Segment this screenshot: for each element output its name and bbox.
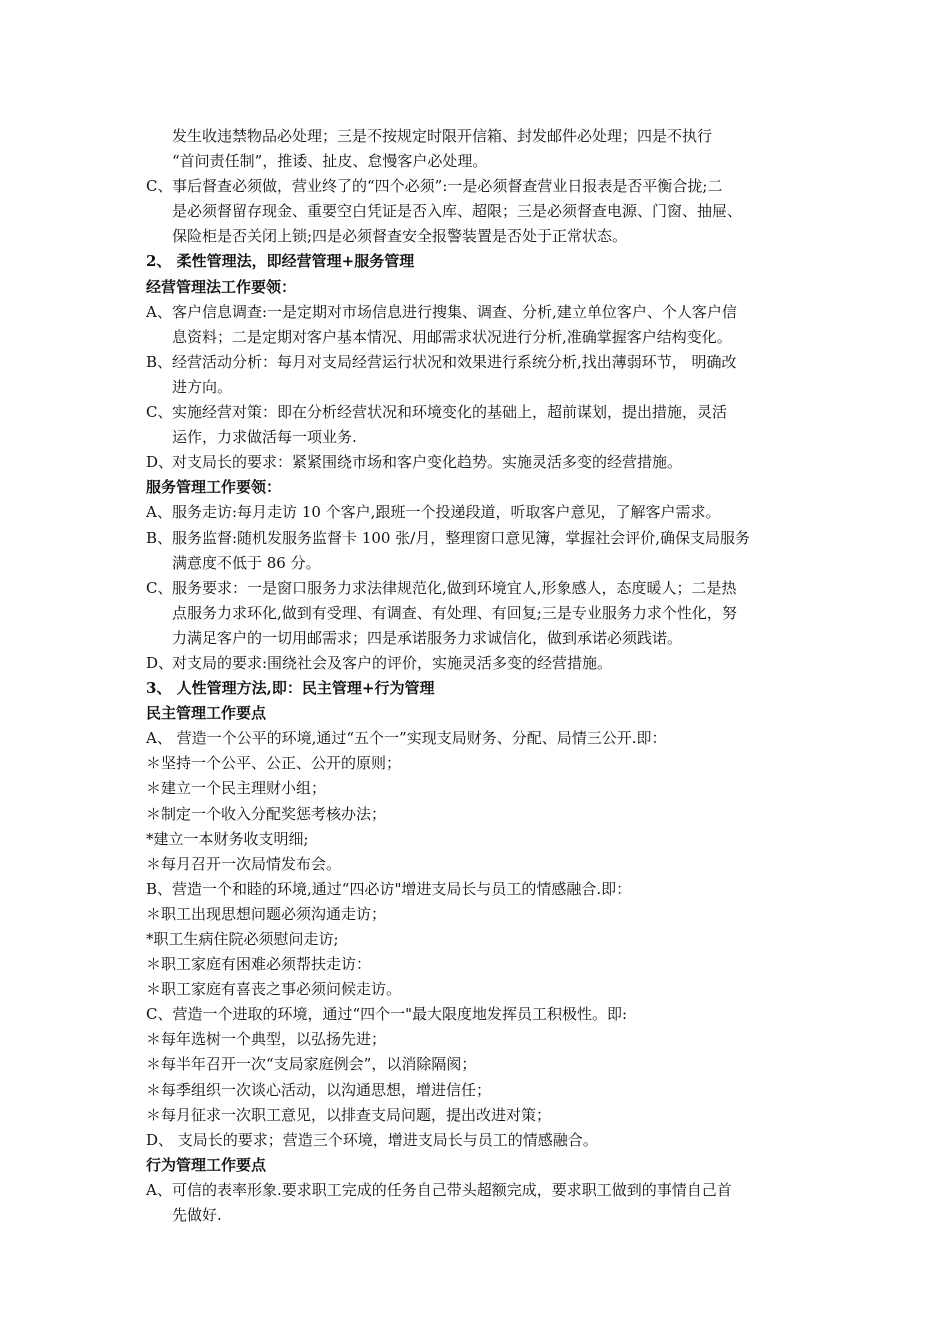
body-line: *建立一本财务收支明细; <box>146 829 309 848</box>
list-item-text: 服务走访:每月走访 10 个客户,跟班一个投递段道，听取客户意见，了解客户需求。 <box>172 503 721 522</box>
body-line: C、营造一个进取的环境，通过“四个一"最大限度地发挥员工积极性。即: <box>146 1005 628 1024</box>
list-item-label: A、 <box>146 302 172 321</box>
body-line: ＊建立一个民主理财小组； <box>146 779 327 798</box>
section-heading: 服务管理工作要领： <box>146 478 282 497</box>
body-line: ＊制定一个收入分配奖惩考核办法； <box>146 804 387 823</box>
list-item-text: 服务要求：一是窗口服务力求法律规范化,做到环境宜人,形象感人，态度暖人；二是热 <box>172 578 737 597</box>
list-item-label: C、 <box>146 578 173 597</box>
list-item-line <box>146 400 816 425</box>
list-item-label: A、 <box>146 1180 172 1199</box>
body-line: ＊职工出现思想问题必须沟通走访； <box>146 904 387 923</box>
continuation-line: 点服务力求环化,做到有受理、有调查、有处理、有回复;三是专业服务力求个性化，努 <box>172 603 737 622</box>
body-line: A、 营造一个公平的环境,通过“五个一”实现支局财务、分配、局情三公开.即： <box>146 729 667 748</box>
body-line: ＊坚持一个公平、公正、公开的原则； <box>146 754 402 773</box>
section-heading: 经营管理法工作要领： <box>146 277 297 296</box>
list-item-text: 可信的表率形象.要求职工完成的任务自己带头超额完成，要求职工做到的事情自己首 <box>172 1180 732 1199</box>
section-heading: 3、 人性管理方法,即：民主管理+行为管理 <box>146 679 435 698</box>
list-item-label: C、 <box>146 177 173 196</box>
list-item-line <box>146 651 816 676</box>
body-line: ＊每半年召开一次“支局家庭例会”，以消除隔阂； <box>146 1055 477 1074</box>
continuation-line: 发生收违禁物品必处理；三是不按规定时限开信箱、封发邮件必处理；四是不执行 <box>172 127 713 145</box>
body-line: ＊职工家庭有困难必须帮扶走访： <box>146 955 372 974</box>
list-item-line <box>146 174 816 199</box>
list-item-label: A、 <box>146 503 172 522</box>
continuation-line: 是必须督留存现金、重要空白凭证是否入库、超限；三是必须督查电源、门窗、抽屉、 <box>172 202 743 221</box>
continuation-line: 保险柜是否关闭上锁;四是必须督查安全报警装置是否处于正常状态。 <box>172 227 628 246</box>
list-item-line <box>146 350 816 375</box>
list-item-label: D、 <box>146 453 174 472</box>
section-heading: 2、 柔性管理法，即经营管理+服务管理 <box>146 252 415 271</box>
body-line: ＊每月征求一次职工意见，以排查支局问题，提出改进对策； <box>146 1105 552 1124</box>
list-item-line <box>146 526 816 551</box>
continuation-line: 力满足客户的一切用邮需求；四是承诺服务力求诚信化，做到承诺必须践诺。 <box>172 628 683 647</box>
continuation-line: 满意度不低于 86 分。 <box>172 553 321 572</box>
continuation-line: 先做好. <box>172 1206 222 1225</box>
list-item-text: 经营活动分析：每月对支局经营运行状况和效果进行系统分析,找出薄弱环节， 明确改 <box>172 352 737 371</box>
body-line: ＊每年选树一个典型，以弘扬先进； <box>146 1030 387 1049</box>
body-line: B、营造一个和睦的环境,通过“四必访"增进支局长与员工的情感融合.即： <box>146 879 632 898</box>
section-heading: 民主管理工作要点 <box>146 704 267 723</box>
body-line: ＊每季组织一次谈心活动，以沟通思想，增进信任； <box>146 1080 492 1099</box>
continuation-line: 进方向。 <box>172 377 233 396</box>
list-item-text: 实施经营对策：即在分析经营状况和环境变化的基础上，超前谋划，提出措施，灵活 <box>172 403 728 422</box>
body-line: ＊职工家庭有喜丧之事必须问候走访。 <box>146 980 402 999</box>
body-line: ＊每月召开一次局情发布会。 <box>146 854 342 873</box>
list-item-line <box>146 576 816 601</box>
list-item-text: 服务监督:随机发服务监督卡 100 张/月，整理窗口意见簿，掌握社会评价,确保支局服务 <box>172 528 751 547</box>
list-item-text: 客户信息调查:一是定期对市场信息进行搜集、调查、分析,建立单位客户、个人客户信 <box>172 302 737 321</box>
document-page <box>146 124 816 1228</box>
list-item-text: 对支局长的要求：紧紧围绕市场和客户变化趋势。实施灵活多变的经营措施。 <box>172 453 683 472</box>
list-item-label: C、 <box>146 403 173 422</box>
continuation-line: 息资料；二是定期对客户基本情况、用邮需求状况进行分析,准确掌握客户结构变化。 <box>172 327 732 346</box>
list-item-text: 事后督查必须做，营业终了的“四个必须”:一是必须督查营业日报表是否平衡合拢;二 <box>172 177 723 196</box>
body-line: D、 支局长的要求；营造三个环境，增进支局长与员工的情感融合。 <box>146 1130 598 1149</box>
list-item-label: D、 <box>146 653 174 672</box>
section-heading: 行为管理工作要点 <box>146 1155 267 1174</box>
list-item-line <box>146 500 816 525</box>
continuation-line: “首问责任制”，推诿、扯皮、怠慢客户必处理。 <box>172 152 488 171</box>
list-item-line <box>146 1178 816 1203</box>
list-item-label: B、 <box>146 528 173 547</box>
list-item-label: B、 <box>146 352 173 371</box>
list-item-text: 对支局的要求:围绕社会及客户的评价，实施灵活多变的经营措施。 <box>172 653 613 672</box>
continuation-line: 运作，力求做活每一项业务. <box>172 428 357 447</box>
body-line: *职工生病住院必须慰问走访; <box>146 930 339 948</box>
list-item-line <box>146 300 816 325</box>
list-item-line <box>146 450 816 475</box>
